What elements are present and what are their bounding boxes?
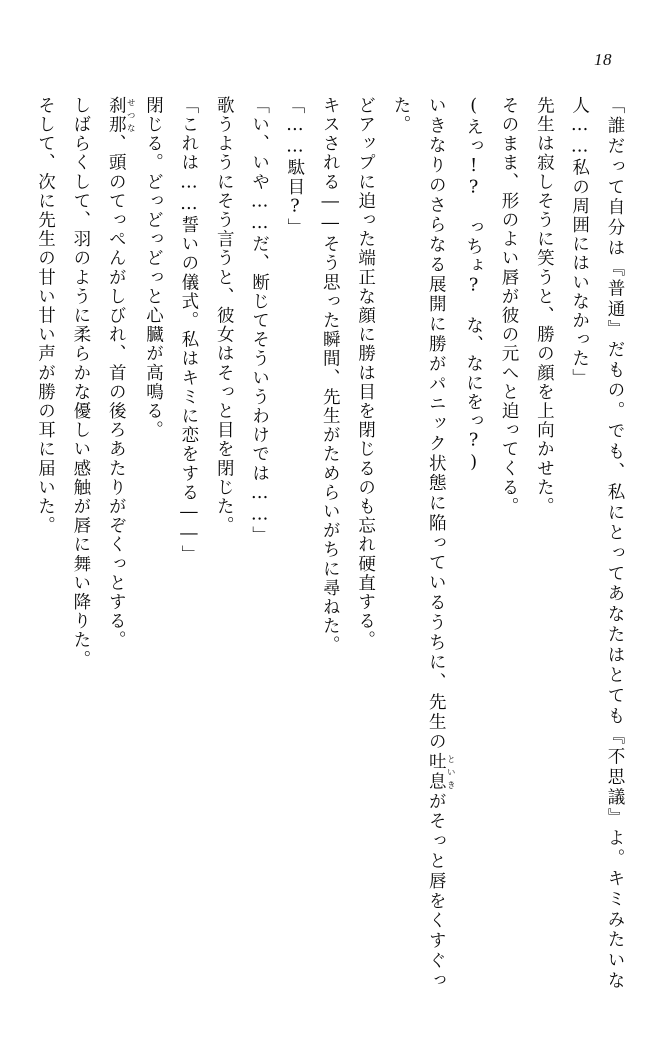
paragraph: しばらくして、羽のように柔らかな優しい感触が唇に舞い降りた。 bbox=[70, 96, 91, 669]
paragraph-with-ruby: 刹那 せつな、頭のてっぺんがしびれ、首の後ろあたりがぞくっとする。 bbox=[106, 96, 136, 650]
paragraph: そして、次に先生の甘い甘い声が勝の耳に届いた。 bbox=[35, 96, 56, 536]
paragraph: そのまま、形のよい唇が彼の元へと迫ってくる。 bbox=[498, 96, 519, 517]
paragraph-with-ruby: いきなりのさらなる展開に勝がパニック状態に陥っているうちに、先生の吐息 といきがそっと唇をくすぐった。 bbox=[390, 96, 456, 991]
paragraph: 閉じる。どっどっどっと心臓が高鳴る。 bbox=[143, 96, 164, 440]
page-number: 18 bbox=[594, 50, 612, 69]
paragraph: 先生は寂しそうに笑うと、勝の顔を上向かせた。 bbox=[534, 96, 555, 517]
paragraph: どアップに迫った端正な顔に勝は目を閉じるのも忘れ硬直する。 bbox=[355, 96, 376, 650]
paragraph: キスされる――そう思った瞬間、先生がためらいがちに尋ねた。 bbox=[320, 96, 341, 655]
ruby-annotation: 吐息 といき bbox=[426, 752, 456, 792]
paragraph-dialogue: 「……駄目?」 bbox=[284, 96, 305, 238]
paragraph: (えっ!? っちょ? な、なにをっ?) bbox=[463, 96, 484, 474]
paragraph: 「誰だって自分は『普通』だもの。でも、私にとってあなたはとても『不思議』よ。キミみたいな人……私の周囲にはいなかった」 bbox=[569, 96, 625, 990]
paragraph-dialogue: 「い、いや……だ、断じてそういうわけでは……」 bbox=[249, 96, 270, 546]
paragraph-dialogue: 「これは……誓いの儀式。私はキミに恋をする――」 bbox=[178, 96, 199, 565]
ruby-annotation: 刹那 せつな bbox=[106, 96, 136, 135]
paragraph: 歌うようにそう言うと、彼女はそっと目を閉じた。 bbox=[214, 96, 235, 536]
page-body-text bbox=[36, 96, 632, 990]
